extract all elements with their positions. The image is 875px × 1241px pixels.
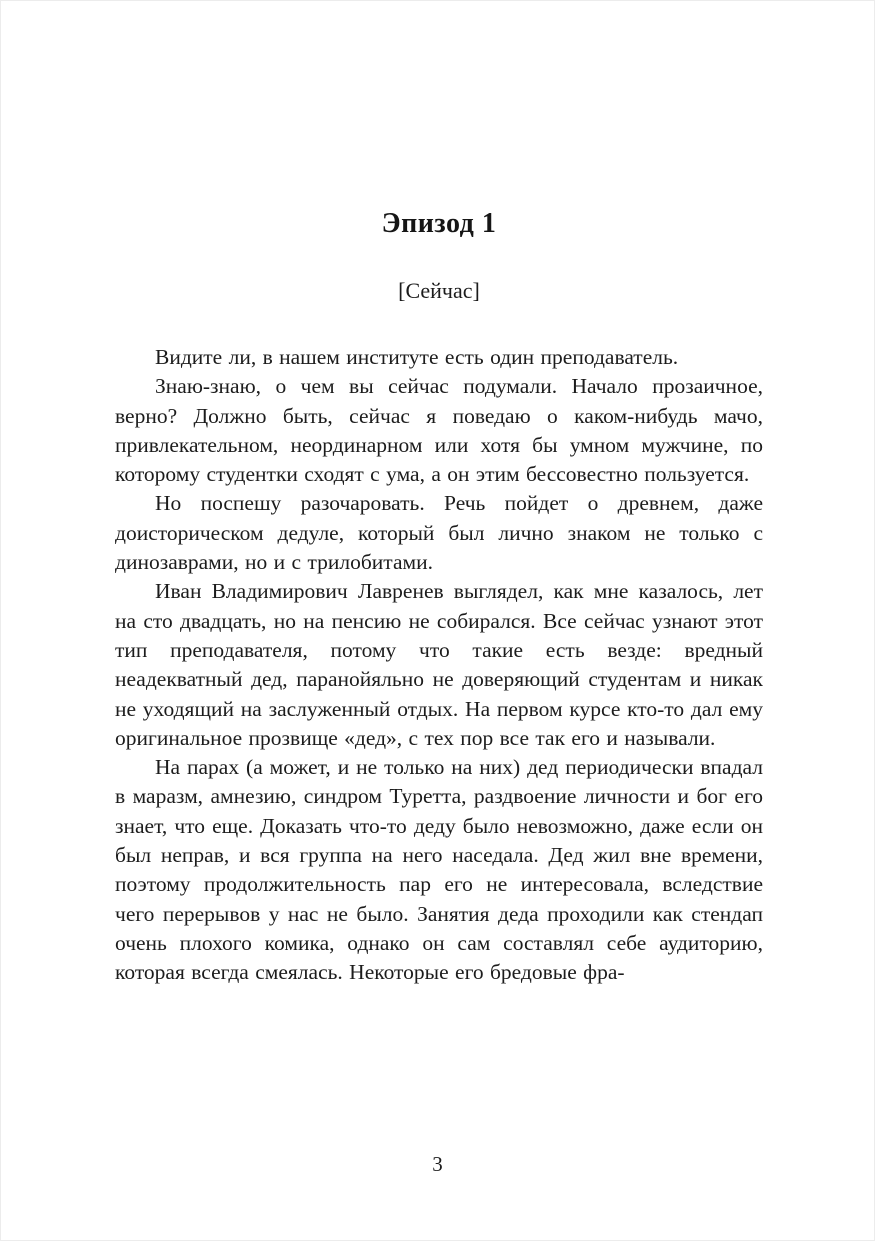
paragraph: На парах (а может, и не только на них) дед периодически впадал в маразм, амнезию, синдром Туретта, раздвоение личности и бог его знает, что еще. Доказать что-то деду было невозможно, даже если он был неправ, и вся группа на него наседала. Дед жил вне времени, поэтому продолжительность пар его не интересовала, вследствие чего перерывов у нас не было. Занятия деда проходили как стендап очень плохого комика, однако он сам составлял себе аудиторию, которая всегда смеялась. Некоторые его бредовые фра-	[115, 755, 763, 985]
page-number: 3	[432, 1152, 443, 1176]
paragraph: Но поспешу разочаровать. Речь пойдет о древнем, даже доисторическом дедуле, который был лично знаком не только с динозаврами, но и с трилобитами.	[115, 491, 763, 575]
paragraph: Знаю-знаю, о чем вы сейчас подумали. Начало прозаичное, верно? Должно быть, сейчас я поведаю о каком-нибудь мачо, привлекательном, неординарном или хотя бы умном мужчине, по которому студентки сходят с ума, а он этим бессовестно пользуется.	[115, 374, 763, 487]
paragraph: Видите ли, в нашем институте есть один преподаватель.	[155, 345, 679, 369]
paragraph: Иван Владимирович Лавренев выглядел, как мне казалось, лет на сто двадцать, но на пенсию не собирался. Все сейчас узнают этот тип преподавателя, потому что такие есть везде: вредный неадекватный дед, паранойяльно не доверяющий студентам и никак не уходящий на заслуженный отдых. На первом курсе кто-то дал ему оригинальное прозвище «дед», с тех пор все так его и называли.	[115, 579, 763, 750]
section-subtitle: [Сейчас]	[398, 278, 480, 303]
chapter-title: Эпизод 1	[381, 208, 497, 239]
body-text	[115, 343, 763, 988]
page-content	[115, 1, 763, 988]
